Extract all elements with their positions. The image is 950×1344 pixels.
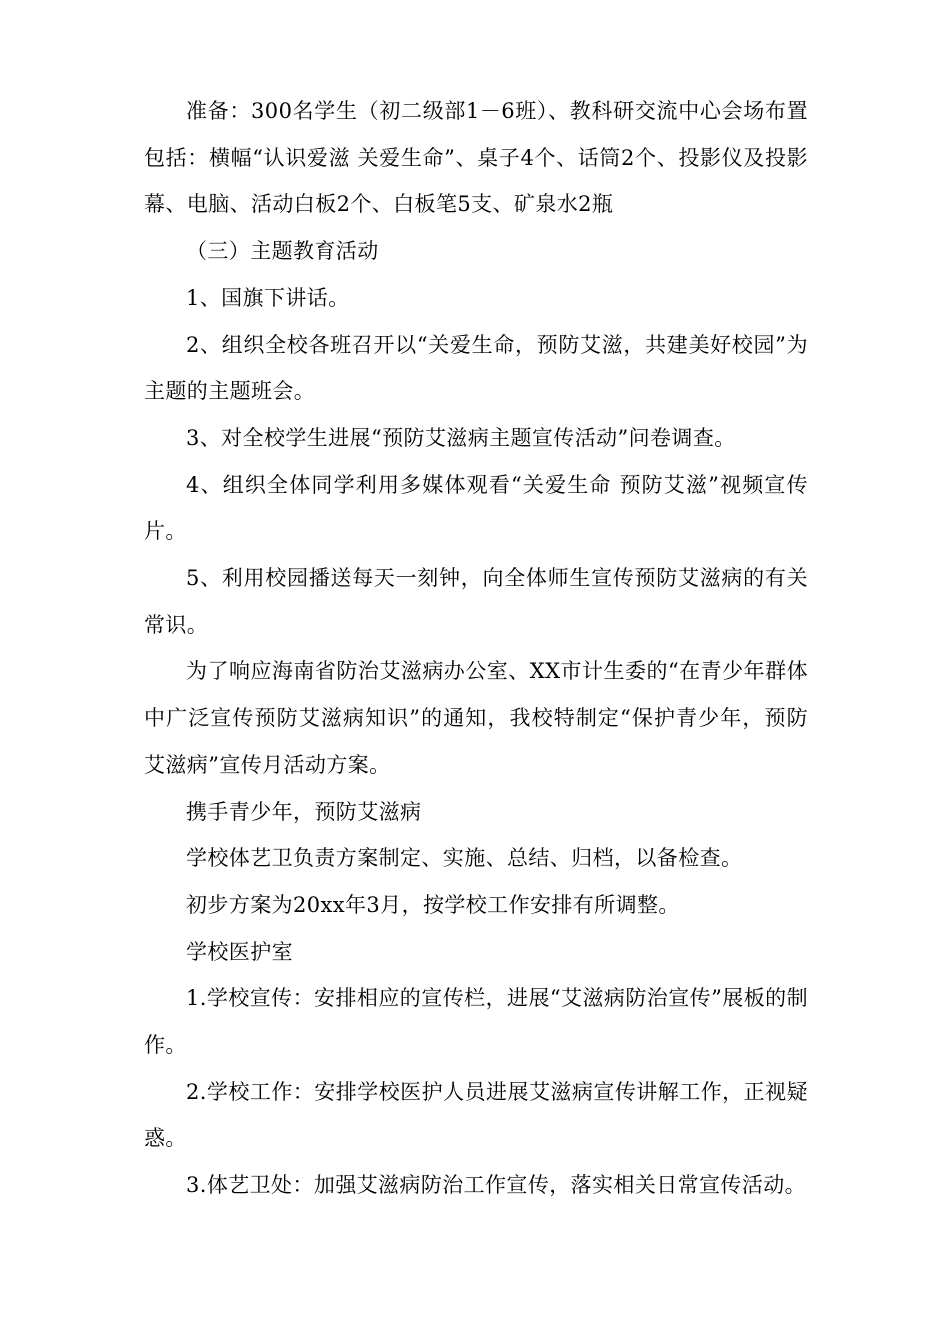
- paragraph-intro: 为了响应海南省防治艾滋病办公室、XX市计生委的“在青少年群体中广泛宣传预防艾滋病知识”的通知，我校特制定“保护青少年，预防艾滋病”宣传月活动方案。: [144, 659, 808, 777]
- section-heading-theme-activities: （三）主题教育活动: [186, 239, 379, 264]
- list-item-flag-speech: 1、国旗下讲话。: [186, 285, 350, 310]
- list-item-class-meeting: 2、组织全校各班召开以“关爱生命，预防艾滋，共建美好校园”为主题的主题班会。: [144, 332, 808, 404]
- list-item-school-publicity: 1.学校宣传：安排相应的宣传栏，进展“艾滋病防治宣传”展板的制作。: [144, 986, 808, 1058]
- document-body: [144, 88, 808, 1209]
- list-item-sports-office: 3.体艺卫处：加强艾滋病防治工作宣传，落实相关日常宣传活动。: [186, 1173, 807, 1198]
- paragraph-preparation: 准备：300名学生（初二级部1－6班）、教科研交流中心会场布置包括：横幅“认识爱滋 关爱生命”、桌子4个、话筒2个、投影仪及投影幕、电脑、活动白板2个、白板笔5支、矿泉水2瓶: [144, 99, 808, 217]
- list-item-broadcast: 5、利用校园播送每天一刻钟，向全体师生宣传预防艾滋病的有关常识。: [144, 566, 808, 637]
- paragraph-clinic: 学校医护室: [186, 939, 293, 964]
- list-item-school-work: 2.学校工作：安排学校医护人员进展艾滋病宣传讲解工作，正视疑惑。: [144, 1079, 808, 1151]
- list-item-video: 4、组织全体同学利用多媒体观看“关爱生命 预防艾滋”视频宣传片。: [144, 472, 808, 544]
- paragraph-schedule: 初步方案为20xx年3月，按学校工作安排有所调整。: [186, 892, 680, 917]
- list-item-questionnaire: 3、对全校学生进展“预防艾滋病主题宣传活动”问卷调查。: [186, 425, 736, 450]
- paragraph-theme: 携手青少年，预防艾滋病: [186, 799, 422, 824]
- paragraph-responsibility: 学校体艺卫负责方案制定、实施、总结、归档，以备检查。: [186, 846, 743, 871]
